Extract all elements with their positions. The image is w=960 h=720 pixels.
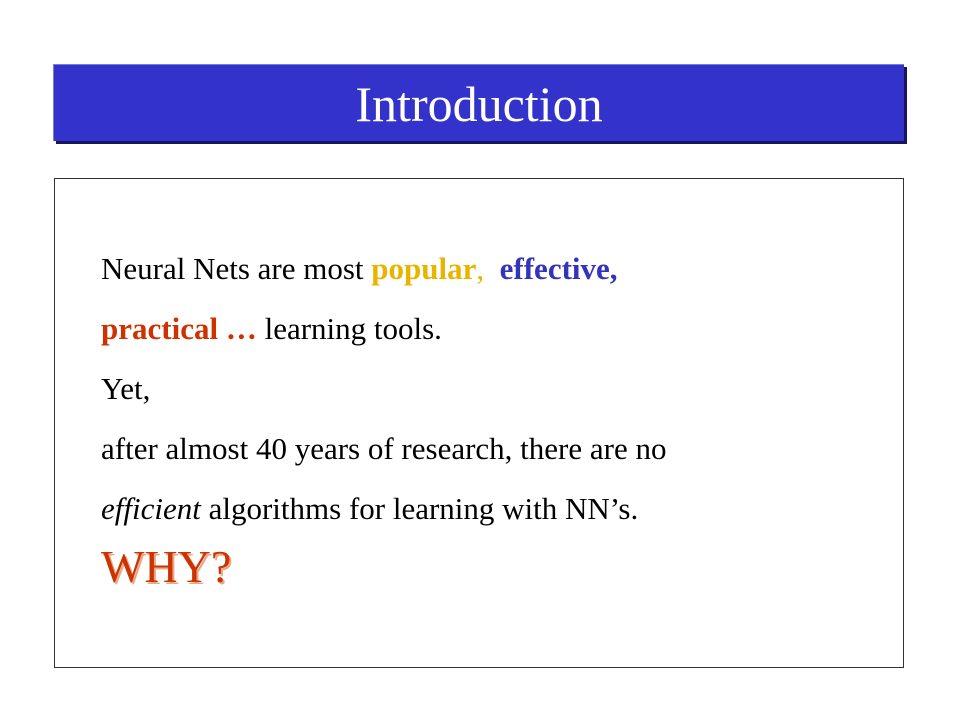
line-1	[101, 239, 666, 299]
content-box	[54, 178, 904, 668]
line-5	[101, 479, 666, 539]
comma-after-popular: ,	[476, 251, 485, 286]
line-2-rest: learning tools.	[264, 311, 442, 346]
slide-title: Introduction	[355, 76, 603, 132]
word-effective: effective,	[499, 251, 618, 286]
line-4: after almost 40 years of research, there are no	[101, 431, 667, 466]
line-1-text: Neural Nets are most	[101, 251, 372, 286]
body-text	[101, 239, 666, 593]
ellipsis: …	[218, 311, 265, 346]
word-practical: practical	[101, 311, 219, 346]
line-3: Yet,	[101, 371, 151, 406]
line-2	[101, 299, 666, 359]
title-bar	[53, 64, 904, 141]
line-5-rest: algorithms for learning with NN’s.	[200, 491, 639, 526]
word-efficient: efficient	[101, 491, 201, 526]
word-popular: popular	[371, 251, 477, 286]
why-heading: WHY?	[101, 541, 232, 592]
